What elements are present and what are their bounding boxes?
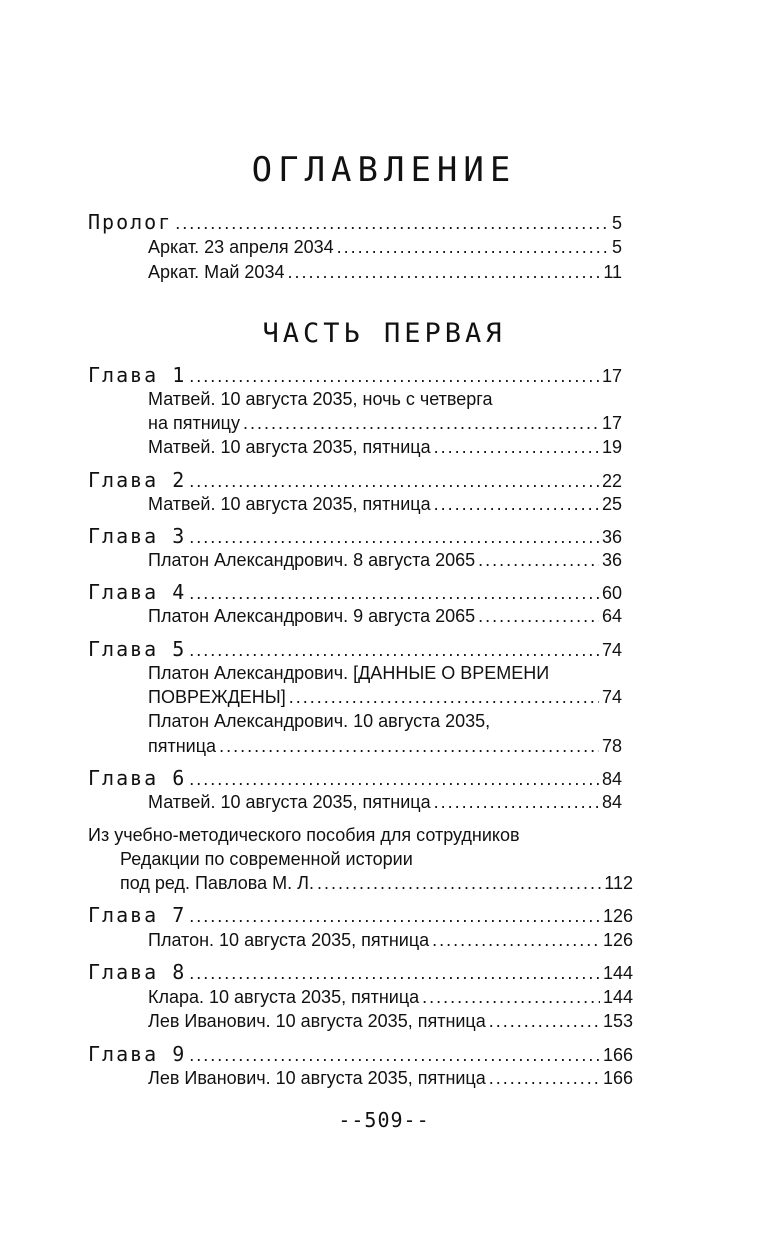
dot-leader [175, 211, 609, 235]
toc-page: 126 [602, 930, 633, 950]
toc-page: 84 [601, 792, 622, 812]
toc-entry-prologue[interactable] [88, 210, 622, 235]
toc-page: 126 [602, 906, 633, 926]
toc-page: 60 [601, 583, 622, 603]
toc-entry[interactable] [148, 734, 622, 758]
dot-leader [219, 734, 599, 758]
toc-label: Платон Александрович. 8 августа 2065 [148, 550, 476, 570]
dot-leader [478, 548, 599, 572]
toc-entry-line[interactable]: Платон Александрович. [ДАННЫЕ О ВРЕМЕНИ [148, 663, 550, 683]
toc-label: под ред. Павлова М. Л. [120, 873, 314, 893]
toc-page: 84 [601, 769, 622, 789]
toc-page: 5 [611, 237, 622, 257]
toc-page: 153 [602, 1011, 633, 1031]
toc-page: 11 [603, 262, 622, 282]
toc-page: 19 [601, 437, 622, 457]
toc-label: Матвей. 10 августа 2035, пятница [148, 437, 431, 457]
toc-label: Лев Иванович. 10 августа 2035, пятница [148, 1068, 486, 1088]
toc-page: 36 [601, 550, 622, 570]
toc-entry[interactable] [148, 1009, 633, 1033]
dot-leader [189, 1043, 600, 1067]
dot-leader [478, 604, 599, 628]
toc-entry-chapter-1[interactable] [88, 363, 622, 388]
toc-entry[interactable] [148, 492, 622, 516]
toc-entry-chapter-9[interactable] [88, 1042, 633, 1067]
dot-leader [189, 767, 599, 791]
toc-label: ПОВРЕЖДЕНЫ] [148, 687, 286, 707]
toc-label: Матвей. 10 августа 2035, пятница [148, 494, 431, 514]
dot-leader [434, 790, 599, 814]
toc-label: Глава 2 [88, 468, 187, 492]
toc-label: Глава 5 [88, 637, 187, 661]
toc-entry-chapter-4[interactable] [88, 580, 622, 605]
toc-entry[interactable] [148, 411, 622, 435]
toc-label: Глава 7 [88, 903, 187, 927]
toc-label: Лев Иванович. 10 августа 2035, пятница [148, 1011, 486, 1031]
toc-label: Глава 9 [88, 1042, 187, 1066]
toc-label: Клара. 10 августа 2035, пятница [148, 987, 420, 1007]
toc-page: 144 [602, 963, 633, 983]
toc-page: 64 [601, 606, 622, 626]
toc-entry-line[interactable]: Платон Александрович. 10 августа 2035, [148, 711, 491, 731]
dot-leader [434, 492, 599, 516]
toc-entry-chapter-2[interactable] [88, 468, 622, 493]
toc-label: Глава 8 [88, 960, 187, 984]
toc-page: 17 [601, 366, 622, 386]
dot-leader [422, 985, 600, 1009]
toc-label: Пролог [88, 210, 173, 234]
toc-entry-line[interactable]: Матвей. 10 августа 2035, ночь с четверга [148, 389, 493, 409]
toc-entry[interactable] [148, 260, 622, 284]
dot-leader [189, 961, 600, 985]
dot-leader [489, 1066, 600, 1090]
page-number: --509-- [338, 1108, 430, 1132]
toc-entry[interactable] [120, 871, 633, 895]
dot-leader [317, 871, 601, 895]
toc-entry-chapter-7[interactable] [88, 903, 633, 928]
page-title: ОГЛАВЛЕНИЕ [251, 150, 517, 190]
toc-label: Платон. 10 августа 2035, пятница [148, 930, 430, 950]
dot-leader [432, 928, 600, 952]
toc-page: 74 [601, 687, 622, 707]
toc-page: 166 [602, 1045, 633, 1065]
toc-entry[interactable] [148, 548, 622, 572]
toc-page: 36 [601, 527, 622, 547]
toc-label: Глава 6 [88, 766, 187, 790]
toc-label: Аркат. Май 2034 [148, 262, 285, 282]
toc-label: Платон Александрович. 9 августа 2065 [148, 606, 476, 626]
toc-page: 78 [601, 736, 622, 756]
dot-leader [189, 904, 600, 928]
toc-label: пятница [148, 736, 217, 756]
toc-entry-chapter-3[interactable] [88, 524, 622, 549]
toc-page: 112 [604, 873, 633, 893]
toc-entry[interactable] [148, 985, 633, 1009]
dot-leader [287, 260, 600, 284]
dot-leader [434, 435, 599, 459]
toc-label: на пятницу [148, 413, 240, 433]
dot-leader [489, 1009, 600, 1033]
toc-page: 22 [601, 471, 622, 491]
dot-leader [189, 364, 599, 388]
toc-entry[interactable] [148, 790, 622, 814]
toc-label: Матвей. 10 августа 2035, пятница [148, 792, 431, 812]
toc-entry-chapter-6[interactable] [88, 766, 622, 791]
toc-page: 166 [602, 1068, 633, 1088]
dot-leader [337, 235, 609, 259]
dot-leader [189, 638, 599, 662]
toc-page: 144 [602, 987, 633, 1007]
toc-entry[interactable] [148, 928, 633, 952]
toc-entry[interactable] [148, 604, 622, 628]
toc-label: Глава 1 [88, 363, 187, 387]
toc-entry[interactable] [148, 685, 622, 709]
toc-label: Глава 4 [88, 580, 187, 604]
toc-label: Глава 3 [88, 524, 187, 548]
toc-entry-chapter-5[interactable] [88, 637, 622, 662]
toc-label: Аркат. 23 апреля 2034 [148, 237, 334, 257]
toc-entry[interactable] [148, 1066, 633, 1090]
dot-leader [243, 411, 599, 435]
toc-entry-line[interactable]: Редакции по современной истории [120, 849, 413, 869]
toc-page: 5 [611, 213, 622, 233]
dot-leader [189, 469, 599, 493]
toc-page: 25 [601, 494, 622, 514]
toc-page: 17 [601, 413, 622, 433]
toc-entry-chapter-8[interactable] [88, 960, 633, 985]
dot-leader [189, 581, 599, 605]
dot-leader [189, 525, 599, 549]
toc-entry-line[interactable]: Из учебно-методического пособия для сотрудников [88, 825, 520, 845]
dot-leader [289, 685, 599, 709]
toc-entry[interactable] [148, 235, 622, 259]
toc-page: 74 [601, 640, 622, 660]
toc-entry[interactable] [148, 435, 622, 459]
part-title: ЧАСТЬ ПЕРВАЯ [262, 318, 506, 349]
